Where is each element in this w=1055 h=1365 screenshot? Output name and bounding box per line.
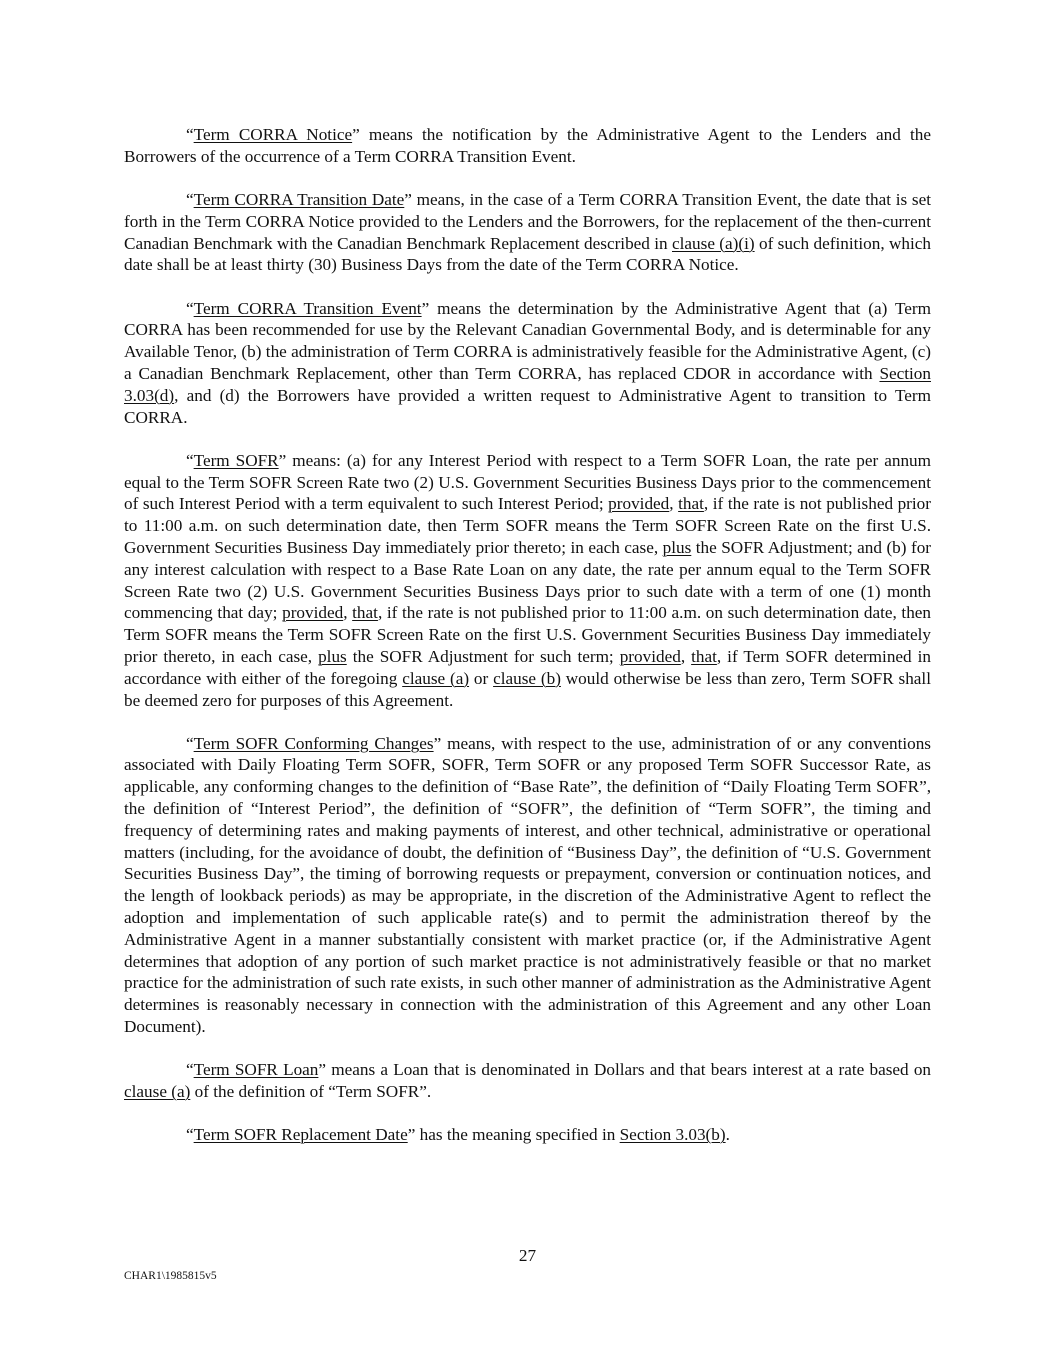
text-run: , if the rate is not published prior to 11:00 a.m. on such determination date, then Term SOFR means the Term SOFR Screen Rate on the first U.S. Government Securities Business Day immediately prior thereto, in each case, xyxy=(124,603,932,666)
text-run: “ xyxy=(186,1060,194,1080)
text-run: the SOFR Adjustment; and (b) for any interest calculation with respect to a Base Rate Loan on any date, the rate per annum equal to the Term SOFR Screen Rate two (2) U.S. Government Securities Business Days prior to such date with a term of one (1) month commencing that day; xyxy=(124,537,932,623)
underlined-term: that xyxy=(352,603,378,623)
text-run: . xyxy=(725,1125,730,1145)
underlined-term: Term CORRA Transition Date xyxy=(193,189,405,209)
text-run: ” has the meaning specified in xyxy=(407,1125,620,1145)
underlined-term: plus xyxy=(662,537,692,557)
text-run: “ xyxy=(186,189,194,209)
underlined-term: Term CORRA Notice xyxy=(193,125,353,144)
text-run: , xyxy=(343,603,353,623)
text-run: “ xyxy=(186,125,194,144)
definition-paragraph xyxy=(124,124,931,168)
underlined-term: clause (b) xyxy=(493,668,561,688)
underlined-term: provided xyxy=(619,646,681,666)
text-run: , if the rate is not published prior to 11:00 a.m. on such determination date, then Term SOFR means the Term SOFR Screen Rate on the first U.S. Government Securities Business Day immediately prior thereto; in each case, xyxy=(124,494,931,557)
definition-paragraph xyxy=(124,1124,931,1146)
definition-paragraph xyxy=(124,450,931,712)
underlined-term: plus xyxy=(318,646,347,666)
underlined-term: clause (a)(i) xyxy=(672,233,755,253)
underlined-term: clause (a) xyxy=(402,668,470,688)
underlined-term: that xyxy=(691,646,717,666)
underlined-term: clause (a) xyxy=(124,1082,191,1102)
underlined-term: Term SOFR Replacement Date xyxy=(193,1125,408,1145)
underlined-term: provided xyxy=(608,494,670,514)
underlined-term: Section 3.03(d) xyxy=(124,363,931,405)
text-run: the SOFR Adjustment for such term; xyxy=(346,646,620,666)
underlined-term: Term SOFR Conforming Changes xyxy=(193,733,434,753)
text-run: “ xyxy=(186,733,194,753)
text-run: ” means the notification by the Administrative Agent to the Lenders and the Borrowers of the occurrence of a Term CORRA Transition Event. xyxy=(124,125,931,166)
text-run: or xyxy=(469,668,494,688)
underlined-term: Term SOFR Loan xyxy=(193,1060,319,1080)
text-run: “ xyxy=(186,1125,194,1145)
underlined-term: provided xyxy=(282,603,344,623)
definition-paragraph xyxy=(124,298,931,429)
underlined-term: Term CORRA Transition Event xyxy=(193,298,422,318)
text-run: ” means: (a) for any Interest Period with respect to a Term SOFR Loan, the rate per annum equal to the Term SOFR Screen Rate two (2) U.S. Government Securities Business Days prior to the commencement of such Interest Period with a term equivalent to such Interest Period; xyxy=(124,450,932,514)
page-number: 27 xyxy=(518,1246,537,1265)
text-run: ” means, with respect to the use, administration of or any conventions associated with Daily Floating Term SOFR, SOFR, Term SOFR or any proposed Term SOFR Successor Rate, as applicable, any conforming changes to the definition of “Base Rate”, the definition of “Daily Floating Term SOFR”, the definition of “Interest Period”, the definition of “SOFR”, the definition of “Term SOFR”, the timing and frequency of determining rates and making payments of interest, and other technical, administrative or operational matters (including, for the avoidance of doubt, the definition of “Business Day”, the definition of “U.S. Government Securities Business Day”, the timing of borrowing requests or prepayment, conversion or continuation notices, and the length of lookback periods) as may be appropriate, in the discretion of the Administrative Agent to reflect the adoption and implementation of such applicable rate(s) and to permit the administration thereof by the Administrative Agent in a manner substantially consistent with market practice (or, if the Administrative Agent determines that adoption of any portion of such market practice is not administratively feasible or that no market practice for the administration of such rate exists, in such other manner of administration as the Administrative Agent determines is reasonably necessary in connection with the administration of this Agreement and any other Loan Document). xyxy=(124,733,931,1037)
text-run: ” means the determination by the Administrative Agent that (a) Term CORRA has been recommended for use by the Relevant Canadian Governmental Body, and is determinable for any Available Tenor, (b) the administration of Term CORRA is administratively feasible for the Administrative Agent, (c) a Canadian Benchmark Replacement, other than Term CORRA, has replaced CDOR in accordance with xyxy=(124,298,931,383)
definition-paragraph xyxy=(124,733,931,1038)
underlined-term: Section 3.03(b) xyxy=(619,1125,726,1145)
text-run: , and (d) the Borrowers have provided a written request to Administrative Agent to transition to Term CORRA. xyxy=(124,385,931,427)
text-run: , xyxy=(669,494,679,514)
underlined-term: that xyxy=(678,494,704,514)
text-run: ” means, in the case of a Term CORRA Transition Event, the date that is set forth in the Term CORRA Notice provided to the Lenders and the Borrowers, for the replacement of the then-current Canadian Benchmark with the Canadian Benchmark Replacement described in xyxy=(124,189,931,253)
document-body xyxy=(124,124,931,1167)
text-run: “ xyxy=(186,450,194,470)
underlined-term: Term SOFR xyxy=(193,450,279,470)
text-run: of the definition of “Term SOFR”. xyxy=(190,1082,432,1102)
text-run: of such definition, which date shall be at least thirty (30) Business Days from the date of the Term CORRA Notice. xyxy=(124,233,931,275)
text-run: ” means a Loan that is denominated in Dollars and that bears interest at a rate based on xyxy=(318,1060,932,1080)
definition-paragraph xyxy=(124,189,931,276)
document-id: CHAR1\1985815v5 xyxy=(124,1270,217,1282)
text-run: , if Term SOFR determined in accordance with either of the foregoing xyxy=(124,646,931,688)
text-run: , xyxy=(680,646,692,666)
text-run: “ xyxy=(186,298,194,318)
text-run: would otherwise be less than zero, Term SOFR shall be deemed zero for purposes of this Agreement. xyxy=(124,668,931,710)
definition-paragraph xyxy=(124,1059,931,1103)
